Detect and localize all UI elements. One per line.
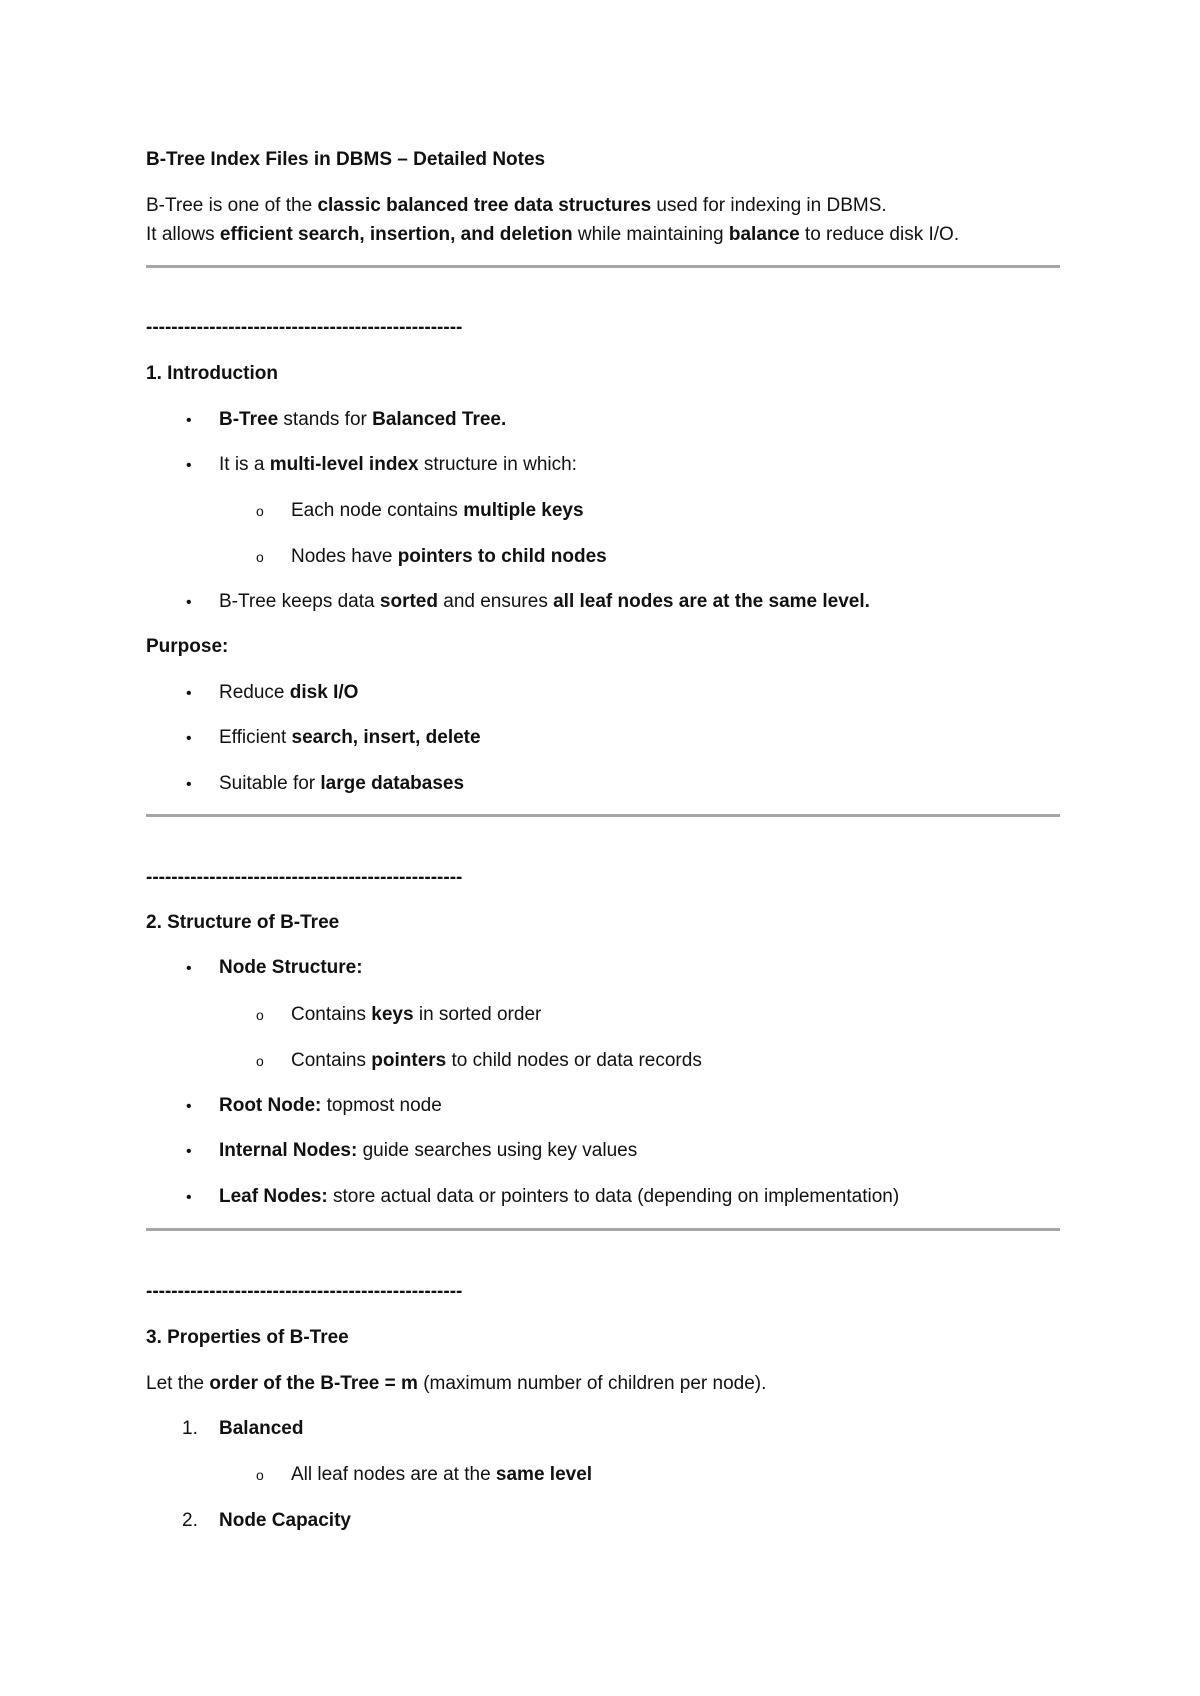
list-item-bold: multiple keys [463, 500, 584, 521]
purpose-label: Purpose: [146, 636, 229, 657]
intro-text: It allows [146, 224, 220, 245]
list-item-text: to child nodes or data records [446, 1050, 702, 1071]
list-item-text: Nodes have [291, 546, 398, 567]
list-item [186, 726, 481, 751]
sub-list-item [256, 499, 584, 523]
list-item-bold: pointers to child nodes [397, 546, 607, 567]
sub-bullet-icon: o [256, 503, 264, 519]
list-item-bold: sorted [379, 591, 438, 612]
sub-list-item [256, 1049, 702, 1073]
separator-dashes: -------------------------------------------------- [146, 867, 463, 888]
intro-text: B-Tree is one of the [146, 195, 318, 216]
list-item-text: Efficient [219, 727, 292, 748]
intro-line-2 [146, 223, 959, 247]
paragraph-text: Let the [146, 1373, 210, 1394]
list-item [186, 1139, 637, 1164]
list-item [186, 590, 870, 615]
sub-list-item [256, 1003, 541, 1027]
intro-text: to reduce disk I/O. [799, 224, 960, 245]
list-item-bold: same level [495, 1464, 593, 1485]
list-item-text: structure in which: [418, 454, 577, 475]
sub-bullet-icon: o [256, 1007, 264, 1023]
separator-dashes: -------------------------------------------------- [146, 1281, 463, 1302]
intro-bold-text: balance [728, 224, 800, 245]
bullet-icon: • [186, 730, 192, 747]
list-item-text: Reduce [219, 682, 290, 703]
list-item-bold: Balanced Tree. [372, 409, 507, 430]
bullet-icon: • [186, 594, 192, 611]
sub-bullet-icon: o [256, 1053, 264, 1069]
list-item-text: stands for [278, 409, 373, 430]
section-heading-properties: 3. Properties of B-Tree [146, 1327, 349, 1348]
list-item-bold: disk I/O [289, 682, 359, 703]
list-item-text: Contains [291, 1050, 372, 1071]
page-title: B-Tree Index Files in DBMS – Detailed Notes [146, 149, 546, 170]
list-item-text: Each node contains [291, 500, 464, 521]
list-item-bold: Root Node: [219, 1095, 322, 1116]
paragraph-text: (maximum number of children per node). [417, 1373, 767, 1394]
numbered-item [182, 1417, 303, 1441]
list-item-text: Suitable for [219, 773, 321, 794]
list-item-bold: search, insert, delete [291, 727, 481, 748]
list-item [186, 956, 363, 981]
list-item-text: It is a [219, 454, 270, 475]
paragraph-bold: order of the B-Tree = m [209, 1373, 418, 1394]
list-number: 2. [182, 1510, 198, 1531]
list-item-bold: all leaf nodes are at the same level. [553, 591, 870, 612]
list-item-bold: large databases [320, 773, 465, 794]
numbered-item [182, 1509, 351, 1533]
bullet-icon: • [186, 776, 192, 793]
sub-list-item [256, 545, 607, 569]
list-item-text: guide searches using key values [357, 1140, 638, 1161]
list-item-text: All leaf nodes are at the [291, 1464, 496, 1485]
section-heading-introduction: 1. Introduction [146, 363, 278, 384]
intro-bold-text: classic balanced tree data structures [317, 195, 652, 216]
separator-dashes: -------------------------------------------------- [146, 317, 463, 338]
list-item-bold: Node Capacity [219, 1510, 351, 1531]
bullet-icon: • [186, 960, 192, 977]
list-item-bold: keys [371, 1004, 414, 1025]
horizontal-rule [146, 1228, 1060, 1231]
list-item [186, 408, 506, 433]
horizontal-rule [146, 265, 1060, 268]
list-item-bold: pointers [371, 1050, 447, 1071]
sub-list-item [256, 1463, 592, 1487]
list-item-bold: Leaf Nodes: [219, 1186, 328, 1207]
horizontal-rule [146, 814, 1060, 817]
bullet-icon: • [186, 457, 192, 474]
section-heading-structure: 2. Structure of B-Tree [146, 912, 340, 933]
list-item [186, 1185, 899, 1210]
list-item-bold: B-Tree [219, 409, 279, 430]
intro-text: used for indexing in DBMS. [651, 195, 887, 216]
bullet-icon: • [186, 1098, 192, 1115]
list-item [186, 1094, 442, 1119]
list-item [186, 772, 464, 797]
list-item-text: topmost node [321, 1095, 442, 1116]
sub-bullet-icon: o [256, 549, 264, 565]
list-item-text: and ensures [437, 591, 554, 612]
intro-text: while maintaining [572, 224, 729, 245]
bullet-icon: • [186, 1143, 192, 1160]
bullet-icon: • [186, 685, 192, 702]
intro-bold-text: efficient search, insertion, and deletion [219, 224, 573, 245]
properties-intro [146, 1372, 766, 1396]
list-item-bold: Node Structure: [219, 957, 363, 978]
list-item [186, 681, 358, 706]
list-item-bold: multi-level index [269, 454, 419, 475]
list-item [186, 453, 577, 478]
intro-line-1 [146, 194, 887, 218]
list-item-text: Contains [291, 1004, 372, 1025]
bullet-icon: • [186, 1189, 192, 1206]
list-item-text: in sorted order [413, 1004, 542, 1025]
list-item-text: B-Tree keeps data [219, 591, 380, 612]
bullet-icon: • [186, 412, 192, 429]
sub-bullet-icon: o [256, 1467, 264, 1483]
list-item-text: store actual data or pointers to data (depending on implementation) [327, 1186, 900, 1207]
list-item-bold: Balanced [219, 1418, 304, 1439]
list-number: 1. [182, 1418, 198, 1439]
list-item-bold: Internal Nodes: [219, 1140, 358, 1161]
